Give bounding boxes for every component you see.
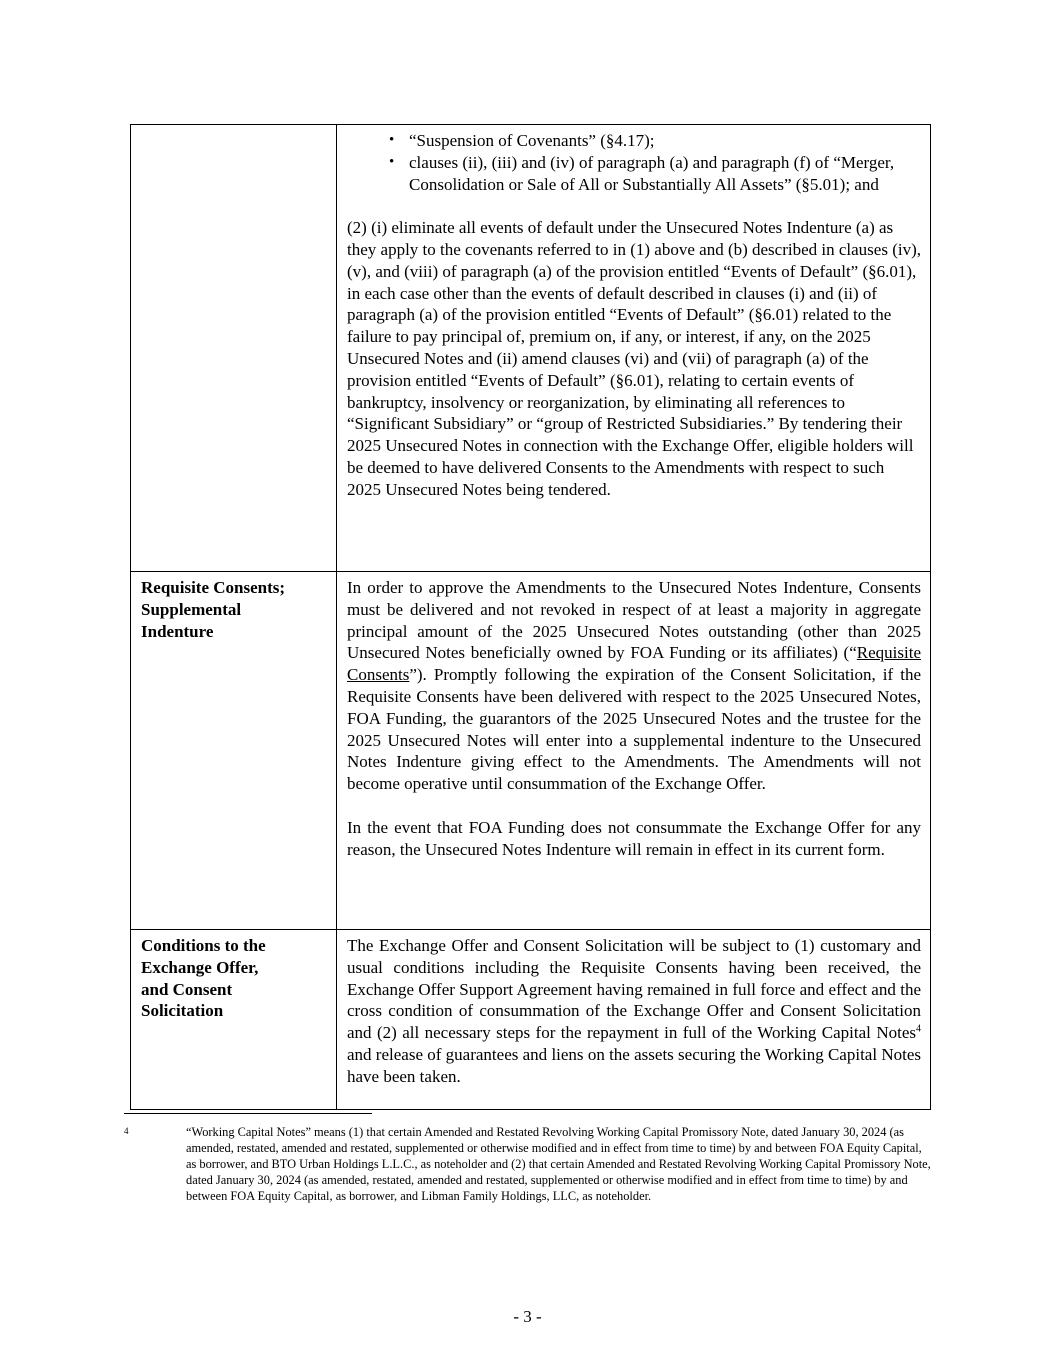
row-body-amendments	[337, 125, 931, 572]
row-body-requisite-consents	[337, 572, 931, 930]
conditions-paragraph	[347, 935, 921, 1088]
not-consummated-paragraph: In the event that FOA Funding does not consummate the Exchange Offer for any reason, the Unsecured Notes Indenture will remain in effect in its current form.	[347, 817, 921, 859]
label-line: Supplemental	[141, 599, 242, 619]
text-run: In order to approve the Amendments to the Unsecured Notes Indenture, Consents must be delivered and not revoked in respect of at least a majority in aggregate principal amount of the 2025 Unsecured Notes outstanding (other than 2025 Unsecured Notes beneficially owned by FOA Funding or its affiliates) (“	[347, 578, 921, 663]
events-of-default-paragraph: (2) (i) eliminate all events of default under the Unsecured Notes Indenture (a) as they apply to the covenants referred to in (1) above and (b) described in clauses (iv), (v), and (viii) of paragraph (a) of the provision entitled “Events of Default” (§6.01), in each case other than the events of default described in clauses (i) and (ii) of paragraph (a) of the provision entitled “Events of Default” (§6.01) related to the failure to pay principal of, premium on, if any, or interest, if any, on the 2025 Unsecured Notes and (ii) amend clauses (vi) and (vii) of paragraph (a) of the provision entitled “Events of Default” (§6.01), relating to certain events of bankruptcy, insolvency or reorganization, by eliminating all references to “Significant Subsidiary” or “group of Restricted Subsidiaries.” By tendering their 2025 Unsecured Notes in connection with the Exchange Offer, eligible holders will be deemed to have delivered Consents to the Amendments with respect to such 2025 Unsecured Notes being tendered.	[347, 218, 922, 499]
table-row-requisite-consents	[131, 572, 931, 930]
label-line: and Consent	[141, 979, 233, 999]
row-body-conditions	[337, 930, 931, 1110]
bullet-item: • clauses (ii), (iii) and (iv) of paragraph (a) and paragraph (f) of “Merger, Consolidation or Sale of All or Substantially All Assets” (§5.01); and	[389, 152, 921, 196]
covenant-bullet-list	[347, 130, 921, 195]
row-label-requisite-consents	[131, 572, 337, 930]
footnote-reference: 4	[916, 1023, 921, 1035]
footnote	[124, 1125, 931, 1205]
text-run: The Exchange Offer and Consent Solicitation will be subject to (1) customary and usual conditions including the Requisite Consents having been received, the Exchange Offer Support Agreement having remained in full force and effect and the cross condition of consummation of the Exchange Offer and Consent Solicitation and (2) all necessary steps for the repayment in full of the Working Capital Notes	[347, 936, 921, 1043]
defined-term: Requisite Consents	[347, 643, 921, 685]
label-line: Exchange Offer,	[141, 957, 259, 977]
row-label-empty	[131, 125, 337, 572]
bullet-item: • “Suspension of Covenants” (§4.17);	[389, 130, 921, 152]
label-line: Requisite Consents;	[141, 578, 286, 597]
footnote-number: 4	[124, 1126, 129, 1136]
requisite-consents-paragraph	[347, 577, 921, 795]
table-row-amendments-continued	[131, 125, 931, 572]
row-label-conditions	[131, 930, 337, 1110]
text-run: and release of guarantees and liens on the assets securing the Working Capital Notes have been taken.	[347, 1044, 921, 1086]
table-row-conditions	[131, 930, 931, 1110]
label-line: Solicitation	[141, 1001, 224, 1021]
page-number: - 3 -	[513, 1307, 542, 1326]
footnote-divider	[124, 1113, 372, 1114]
terms-table	[130, 124, 931, 1110]
label-line: Indenture	[141, 621, 214, 641]
footnote-text: “Working Capital Notes” means (1) that certain Amended and Restated Revolving Working Capital Promissory Note, dated January 30, 2024 (as amended, restated, amended and restated, supplemented or otherwise modified and in effect from time to time) by and between FOA Equity Capital, as borrower, and BTO Urban Holdings L.L.C., as noteholder and (2) that certain Amended and Restated Revolving Working Capital Promissory Note, dated January 30, 2024 (as amended, restated, amended and restated, supplemented or otherwise modified and in effect from time to time) by and between FOA Equity Capital, as borrower, and Libman Family Holdings, LLC, as noteholder.	[186, 1125, 931, 1203]
label-line: Conditions to the	[141, 936, 266, 955]
text-run: ”). Promptly following the expiration of the Consent Solicitation, if the Requisite Consents have been delivered with respect to the 2025 Unsecured Notes, FOA Funding, the guarantors of the 2025 Unsecured Notes and the trustee for the 2025 Unsecured Notes will enter into a supplemental indenture to the Unsecured Notes Indenture giving effect to the Amendments. The Amendments will not become operative until consummation of the Exchange Offer.	[347, 665, 921, 794]
